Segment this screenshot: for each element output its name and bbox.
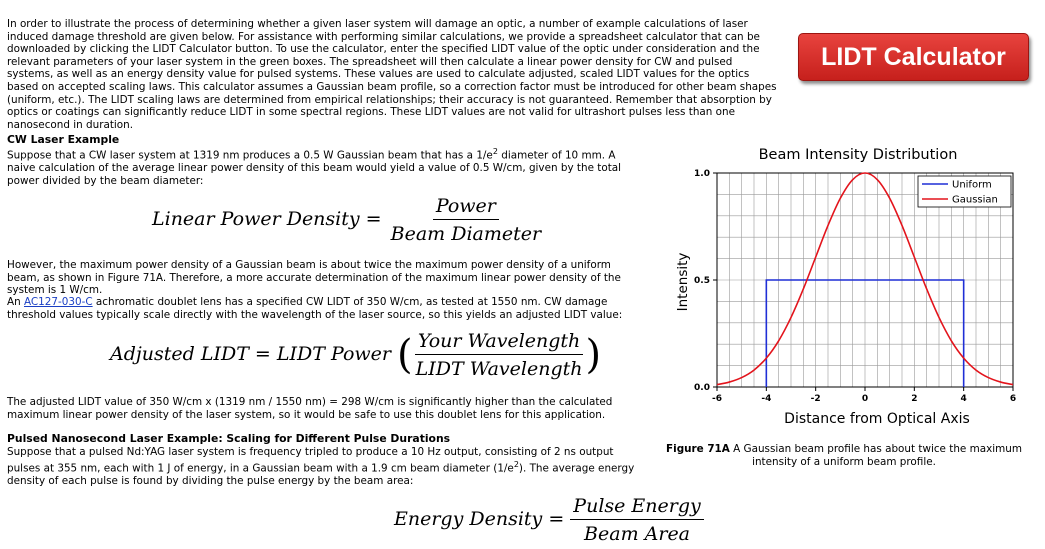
legend-label-uniform: Uniform — [952, 179, 992, 191]
eq3-lhs: Energy Density = — [394, 508, 565, 530]
x-tick-label: 0 — [861, 394, 869, 404]
eq2-numerator: Your Wavelength — [415, 330, 583, 355]
ac127-030-c-link[interactable]: AC127-030-C — [24, 296, 93, 308]
lidt-calculator-button[interactable]: LIDT Calculator — [798, 33, 1029, 81]
x-axis-label: Distance from Optical Axis — [784, 411, 970, 427]
cw-paragraph-1 — [7, 146, 643, 187]
eq3-numerator: Pulse Energy — [570, 495, 703, 520]
x-tick-label: -6 — [712, 394, 722, 404]
eq3-denominator: Beam Area — [584, 523, 691, 545]
figure-caption — [652, 443, 1036, 468]
pulsed-p1-superscript: 2 — [513, 459, 519, 469]
y-axis-label: Intensity — [675, 252, 691, 312]
intro-paragraph: In order to illustrate the process of determining whether a given laser system will damage an optic, a number of example calculations of laser induced damage threshold are given below. For assistance with performing similar calculations, we provide a spreadsheet calculator that can be downloaded by clicking the LIDT Calculator button. To use the calculator, enter the specified LIDT value of the optic under consideration and the relevant parameters of your laser system in the green boxes. The spreadsheet will then calculate a linear power density for CW and pulsed systems, as well as an energy density value for pulsed systems. These values are used to calculate adjusted, scaled LIDT values for the optics based on accepted scaling laws. This calculator assumes a Gaussian beam profile, so a correction factor must be introduced for other beam shapes (uniform, etc.). The LIDT scaling laws are determined from empirical relationships; their accuracy is not guaranteed. Remember that absorption by optics or coatings can significantly reduce LIDT in some spectral regions. These LIDT values are not valid for ultrashort pulses less than one nanosecond in duration. — [7, 18, 777, 131]
cw-paragraph-2: However, the maximum power density of a Gaussian beam is about twice the maximum power density of a uniform beam, as shown in Figure 71A. Therefore, a more accurate determination of the maximum linear power density of the system is 1 W/cm. — [7, 259, 621, 297]
chart-title: Beam Intensity Distribution — [758, 147, 958, 163]
chart-legend — [918, 176, 1011, 207]
x-tick-label: 4 — [960, 394, 967, 404]
eq2-lhs: Adjusted LIDT = LIDT Power — [110, 343, 391, 365]
x-tick-label: 2 — [911, 394, 918, 404]
cw-p3-pre: An — [7, 296, 24, 308]
eq1-denominator: Beam Diameter — [390, 223, 542, 245]
energy-density-equation — [394, 495, 704, 545]
cw-p1-text-a: Suppose that a CW laser system at 1319 nm produces a 0.5 W Gaussian beam that has a 1/e — [7, 149, 493, 162]
cw-example-heading: CW Laser Example — [7, 133, 120, 146]
eq1-lhs: Linear Power Density = — [152, 208, 382, 230]
cw-p1-text-b: diameter of 10 mm. A naive calculation of the average linear power density of this beam would yield a value of 0.5 W/cm, given by the total power divided by the beam diameter: — [7, 149, 622, 187]
eq1-fraction — [388, 195, 544, 245]
figure-caption-text: A Gaussian beam profile has about twice the maximum intensity of a uniform beam profile. — [729, 443, 1022, 468]
pulsed-paragraph-1 — [7, 446, 643, 487]
x-tick-label: -4 — [761, 394, 772, 404]
legend-label-gaussian: Gaussian — [952, 194, 998, 206]
pulsed-p1-text-a: Suppose that a pulsed Nd:YAG laser system is frequency tripled to produce a 10 Hz output, consisting of 2 ns output pulses at 355 nm, each with 1 J of energy, in a Gaussian beam with a 1.9 cm beam diameter (1/e — [7, 446, 614, 475]
eq2-right-paren: ) — [585, 332, 602, 378]
eq2-denominator: LIDT Wavelength — [415, 358, 583, 380]
y-tick-label: 0.0 — [694, 383, 710, 393]
beam-intensity-chart — [670, 140, 1040, 430]
eq2-fraction — [413, 330, 586, 380]
figure-label: Figure 71A — [666, 443, 730, 455]
y-tick-label: 0.5 — [694, 276, 710, 286]
pulsed-p1-text-b: ). The average energy density of each pulse is found by dividing the pulse energy by the beam area: — [7, 462, 635, 487]
eq1-numerator: Power — [433, 195, 499, 220]
x-tick-label: 6 — [1009, 394, 1017, 404]
linear-power-density-equation — [152, 195, 544, 245]
pulsed-example-heading: Pulsed Nanosecond Laser Example: Scaling for Different Pulse Durations — [7, 432, 451, 445]
eq3-fraction — [570, 495, 703, 545]
cw-paragraph-4: The adjusted LIDT value of 350 W/cm x (1319 nm / 1550 nm) = 298 W/cm is significantly higher than the calculated maximum linear power density of the laser system, so it would be safe to use this doublet lens for this application. — [7, 396, 613, 421]
eq2-left-paren: ( — [397, 332, 413, 378]
cw-paragraph-3 — [7, 296, 643, 321]
cw-p1-superscript: 2 — [492, 147, 498, 156]
adjusted-lidt-equation — [110, 330, 601, 380]
y-tick-label: 1.0 — [694, 169, 710, 179]
cw-p3-post: achromatic doublet lens has a specified CW LIDT of 350 W/cm, as tested at 1550 nm. CW damage threshold values typically scale directly with the wavelength of the laser source, so this yields an adjusted LIDT value: — [7, 296, 623, 321]
x-tick-label: -2 — [810, 394, 821, 404]
